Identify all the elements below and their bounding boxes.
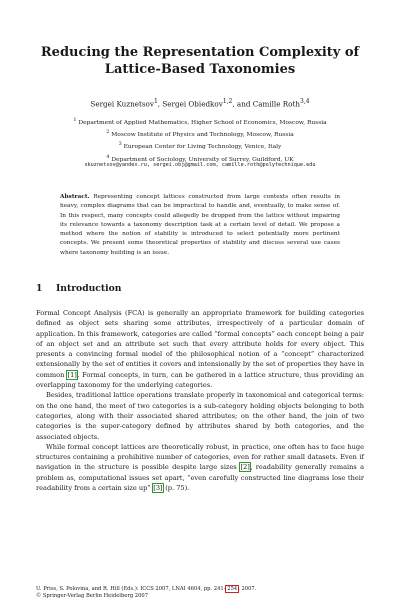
footer-copyright: © Springer-Verlag Berlin Heidelberg 2007 xyxy=(36,593,148,600)
author-name: Sergei Kuznetsov xyxy=(90,99,154,109)
title-line-2: Lattice-Based Taxonomies xyxy=(104,62,296,77)
citation-link[interactable]: [2] xyxy=(240,463,250,472)
affiliation-text: Moscow Institute of Physics and Technology, Moscow, Russia xyxy=(111,132,294,139)
author-affil-mark: 1 xyxy=(153,98,158,105)
affiliation xyxy=(10,140,390,152)
footer-text: U. Priss, S. Polovina, and R. Hill (Eds.): ICCS 2007, LNAI 4604, pp. 241– xyxy=(36,586,227,592)
page-range-link[interactable]: 254 xyxy=(227,586,238,592)
paragraph xyxy=(36,308,364,390)
author-emails: skuznetsov@yandex.ru, sergei.obj@gmail.com, camille.roth@polytechnique.edu xyxy=(84,162,316,168)
paragraph-text: Formal Concept Analysis (FCA) is generally an appropriate framework for building categories defined as object sets sharing some attributes, irrespectively of a particular domain of application. In this framework, categories are called “formal concepts” each concept being a pair of an object set and an attribute set such that every attribute holds for every object. This presents a convincing formal model of the philosophical notion of a “concept” characterized extensionally by the set of entities it covers and intensionally by the set of properties they have in common xyxy=(36,309,364,379)
author-name: Sergei Obiedkov xyxy=(162,99,223,109)
section-heading xyxy=(36,283,121,294)
author-separator: , and xyxy=(232,99,253,109)
affiliation-text: Department of Applied Mathematics, Higher School of Economics, Moscow, Russia xyxy=(78,119,327,126)
affiliation-text: European Center for Living Technology, Venice, Italy xyxy=(123,144,282,151)
affiliation xyxy=(10,116,390,128)
title-line-1: Reducing the Representation Complexity of xyxy=(40,45,360,60)
author-name: Camille Roth xyxy=(252,99,301,109)
section-title: Introduction xyxy=(56,283,122,294)
affiliation-mark: 4 xyxy=(106,153,110,160)
abstract-label: Abstract. xyxy=(60,194,90,200)
body-text xyxy=(36,308,364,493)
affiliation-mark: 2 xyxy=(106,129,110,136)
paragraph xyxy=(36,442,364,493)
citation-link[interactable]: [1] xyxy=(67,370,77,379)
author-list xyxy=(40,98,360,108)
paragraph-text: , readability generally remains a problem as, computational issues set apart, “even carefully constructed line diagrams lose their readability from a certain size up” xyxy=(36,463,365,493)
author-affil-mark: 1,2 xyxy=(222,98,233,105)
abstract xyxy=(60,193,340,258)
page-footer xyxy=(36,586,366,601)
author-separator: , xyxy=(157,99,163,109)
paragraph-text: While formal concept lattices are theoretically robust, in practice, one often has to face huge structures containing a prohibitive number of categories, even for rather small datasets. Even if navigation in the structure is possible despite large sizes xyxy=(36,442,364,472)
affiliation-mark: 1 xyxy=(73,117,77,123)
affiliation-mark: 3 xyxy=(118,141,122,148)
abstract-text: Representing concept lattices constructed from large contexts often results in heavy, complex diagrams that can be impractical to handle and, eventually, to make sense of. In this respect, many concepts could allegedly be dropped from the lattice without impairing its relevance towards a taxonomy description task at a certain level of detail. We propose a method where the notion of stability is introduced to select potentially more pertinent concepts. We present some theoretical properties of stability and discuss several use cases where taxonomy building is an issue. xyxy=(60,194,341,256)
paper-title xyxy=(40,44,360,78)
section-number: 1 xyxy=(36,283,43,294)
paragraph-text: . Formal concepts, in turn, can be gathered in a lattice structure, thus providing an overlapping taxonomy for the underlying categories. xyxy=(36,370,364,390)
citation-link[interactable]: [3] xyxy=(153,484,163,493)
footer-text: , 2007. xyxy=(238,586,257,592)
paragraph: Besides, traditional lattice operations translate properly in taxonomical and categorical terms: on the one hand, the meet of two categories is a sub-category holding objects belonging to both categories, along with their associated shared attributes; on the other hand, the join of two categories is the super-category defined by attributes shared by both categories, and the associated objects. xyxy=(36,391,364,441)
affiliation-text: Department of Sociology, University of Surrey, Guildford, UK xyxy=(111,156,294,163)
author-affil-mark: 3,4 xyxy=(300,98,310,105)
paragraph-text: (p. 75). xyxy=(163,484,190,493)
affiliation xyxy=(10,128,390,140)
affiliation-list xyxy=(10,116,390,165)
